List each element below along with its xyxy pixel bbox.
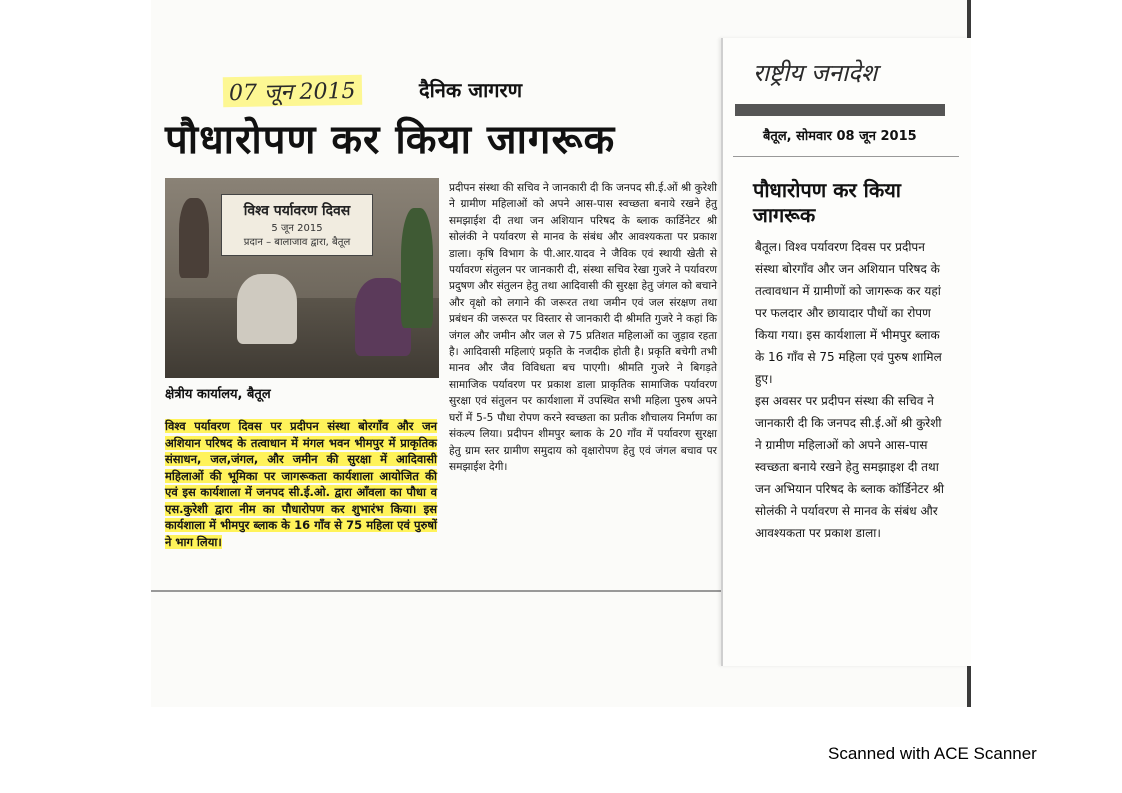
newspaper-masthead: दैनिक जागरण	[419, 78, 523, 102]
article-column-right: प्रदीपन संस्था की सचिव ने जानकारी दी कि जनपद सी.ई.ओं श्री कुरेशी ने ग्रामीण महिलाओं को अपने आस-पास स्वच्छता बनाये रखने हेतु समझाईश दी तथा जन अशियान परिषद के ब्लाक कार्डिनेटर श्री सोलंकी ने पर्यावरण से मानव के संबंध और आवश्यकता पर प्रकाश डाला। कृषि विभाग के पी.आर.यादव ने जैविक एवं स्थायी खेती से पर्यावरण संतुलन पर जानकारी दी, संस्था सचिव रेखा गुजरे ने पर्यावरण प्रदुषण और संतुलन हेतु तथा आदिवासी की सुरक्षा हेतु जंगल को बचाने और वृक्षो को लगाने की जरूरत तथा जमीन एवं जल संरक्षण तथा प्रबंधन की जरूरत पर विस्तार से जानकारी दी श्रीमति गुजरे ने कहां कि जंगल और जमीन और जल से 75 प्रतिशत महिलाओं का जुड़ाव रहता है। आदिवासी महिलाएं प्रकृति के नजदीक होती है। प्रकृति बचेगी तभी मानव और जैव विविधता बच पाएगी। श्रीमति गुजरे ने बिगड़ते सामाजिक पर्यावरण पर प्रकाश डाला प्राकृतिक सामाजिक पर्यावरण सुरक्षा एवं संतुलन पर कार्यशाला में उपस्थित सभी महिला पुरुष अपने घरों में 5-5 पौधा रोपण करने स्वच्छता का प्रतीक शौचालय निर्माण का संकल्प लिया। प्रदीपन शीमपुर ब्लाक के 20 गाँव में पर्यावरण सुरक्षा हेतु ग्राम स्तर ग्रामीण समुदाय को वृक्षारोपण हेतु एवं जंगल बचाव पर समझाईश देगी।	[449, 182, 717, 473]
masthead-bar	[735, 104, 945, 116]
banner-date: 5 जून 2015	[271, 223, 323, 234]
paragraph: इस अवसर पर प्रदीपन संस्था की सचिव ने जानकारी दी कि जनपद सी.ई.ओं श्री कुरेशी ने ग्रामीण महिलाओं को अपने आस-पास स्वच्छता बनाये रखने हेतु समझाइश दी तथा जन अभियान परिषद के ब्लाक कॉर्डिनेटर श्री सोलंकी ने पर्यावरण से मानव के संबंध और आवश्यकता पर प्रकाश डाला।	[755, 394, 944, 540]
banner-subtitle: प्रदान – बालाजाव द्वारा, बैतूल	[243, 237, 351, 248]
scanner-watermark: Scanned with ACE Scanner	[828, 744, 1037, 763]
person-figure	[179, 198, 209, 278]
paragraph: बैतूल। विश्व पर्यावरण दिवस पर प्रदीपन संस्था बोरगाँव और जन अशियान परिषद के तत्वावधान में ग्रामीणों को जागरूक कर यहां पर फलदार और छायादार पौधों का रोपण किया गया। इस कार्यशाला में भीमपुर ब्लाक के 16 गाँव से 75 महिला एवं पुरुष शामिल हुए।	[755, 240, 942, 386]
person-figure	[237, 274, 297, 344]
column-divider	[151, 590, 721, 592]
newspaper-masthead: राष्ट्रीय जनादेश	[753, 59, 878, 87]
date-line: बैतूल, सोमवार 08 जून 2015	[763, 129, 917, 144]
article-column-left: विश्व पर्यावरण दिवस पर प्रदीपन संस्था बोरगाँव और जन अशियान परिषद के तत्वाधान में मंगल भवन भीमपुर में प्राकृतिक संसाधन, जल,जंगल, और जमीन की सुरक्षा में आदिवासी महिलाओं की भूमिका पर जागरूकता कार्यशाला आयोजित की एवं इस कार्यशाला में जनपद सी.ई.ओ. द्वारा आँवला का पौधा व एस.कुरेशी द्वारा नीम का पौधारोपण कर शुभारंभ किया। इस कार्यशाला में भीमपुर ब्लाक के 16 गाँव से 75 महिला एवं पुरुषों ने भाग लिया।	[165, 419, 437, 549]
article-body	[755, 236, 945, 544]
person-figure	[401, 208, 433, 328]
banner-title: विश्व पर्यावरण दिवस	[243, 203, 351, 219]
handwritten-date: 07 जून 2015	[223, 75, 362, 107]
headline: पौधारोपण कर किया जागरूक	[165, 117, 616, 163]
photo-caption: क्षेत्रीय कार्यालय, बैतूल	[165, 387, 271, 402]
rashtriya-janadesh-clipping	[721, 38, 971, 666]
scanned-page	[151, 0, 971, 707]
news-photo	[165, 178, 439, 378]
photo-banner	[221, 194, 373, 256]
divider	[733, 156, 959, 157]
headline: पौधारोपण कर किया जागरूक	[753, 178, 901, 227]
clipping-header	[223, 70, 583, 110]
